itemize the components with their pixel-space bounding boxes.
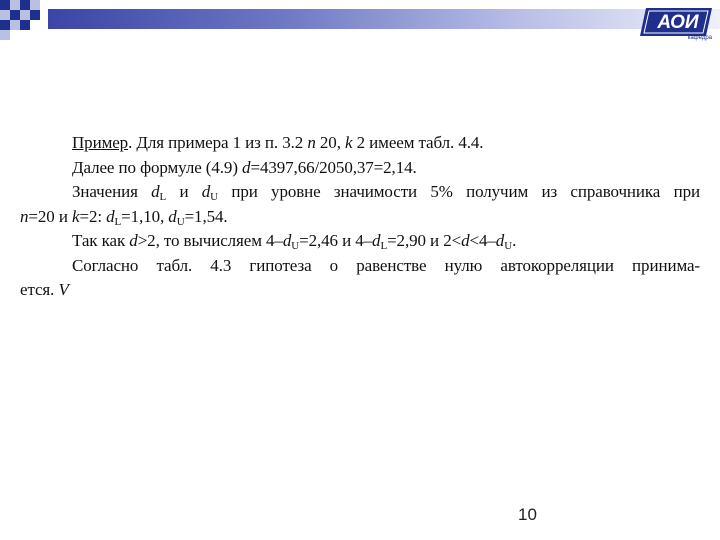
paragraph-computation: Так как d>2, то вычисляем $4-d_U=2,46$ и $4-d_L=2,90$ и $2<d<4-d_U$. (72, 231, 517, 252)
slide-body (20, 131, 700, 303)
paragraph-formula: Далее по формуле (4.9) d=4397,66/2050,37=2,14. (72, 157, 417, 177)
checker-square (10, 20, 20, 30)
paragraph-conclusion: Согласно табл. 4.3 гипотеза о равенстве нулю автокорреляции принима- ется. V (20, 255, 700, 299)
paragraph-example: Пример. Для примера 1 из п. 3.2 n 20, k 2 имеем табл. 4.4. (72, 133, 484, 152)
checker-square (10, 10, 20, 20)
logo-subtext: кафедра (687, 35, 712, 41)
checker-square (20, 0, 30, 10)
header-gradient-bar (48, 9, 720, 29)
example-label: Пример (72, 133, 129, 152)
checker-square (0, 0, 10, 10)
checker-square (0, 10, 10, 20)
checker-square (30, 0, 40, 10)
paragraph-critical-values: Значения $d_L$ и $d_U$ при уровне значимости 5% получим из справочника при n=20 и k=2: $d_L=1,10$, $d_U=1,54$. (20, 182, 700, 228)
checker-square (0, 20, 10, 30)
page-number: 10 (518, 505, 537, 524)
checker-square (20, 20, 30, 30)
checker-square (20, 10, 30, 20)
checker-square (0, 30, 10, 40)
checker-square (10, 0, 20, 10)
checker-square (30, 10, 40, 20)
logo-text: АОИ (657, 12, 699, 33)
